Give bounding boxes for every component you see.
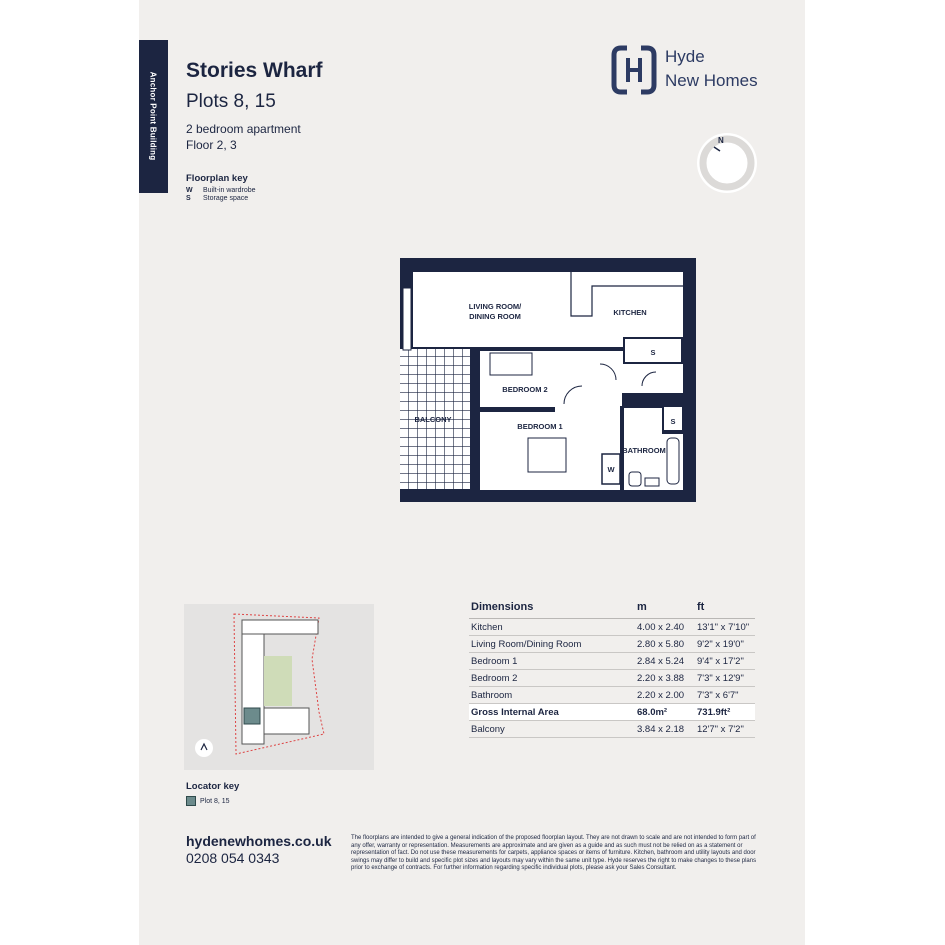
metric-value: 2.84 x 5.24 bbox=[635, 653, 695, 670]
highlighted-plot bbox=[244, 708, 260, 724]
dimensions-header-imperial: ft bbox=[695, 600, 755, 619]
metric-value: 68.0m² bbox=[635, 704, 695, 721]
storage-label: S bbox=[670, 417, 676, 426]
metric-value: 3.84 x 2.18 bbox=[635, 721, 695, 738]
plot-swatch bbox=[186, 796, 196, 806]
brochure-sheet bbox=[139, 0, 805, 945]
room-name: Bathroom bbox=[469, 687, 635, 704]
metric-value: 4.00 x 2.40 bbox=[635, 619, 695, 636]
plots-heading: Plots 8, 15 bbox=[186, 91, 276, 112]
building-tab bbox=[139, 40, 168, 193]
hyde-logo-icon bbox=[611, 44, 657, 96]
imperial-value: 12'7" x 7'2" bbox=[695, 721, 755, 738]
website-link[interactable]: hydenewhomes.co.uk bbox=[186, 833, 332, 849]
metric-value: 2.80 x 5.80 bbox=[635, 636, 695, 653]
locator-key-title: Locator key bbox=[186, 781, 240, 792]
phone-number[interactable]: 0208 054 0343 bbox=[186, 850, 280, 866]
table-row bbox=[469, 721, 755, 738]
disclaimer-text: The floorplans are intended to give a general indication of the proposed floorplan layout. They are not drawn to scale and are not intended to form part of any offer, warranty or representation. Measurements are approximate and are given as a guide and as such must not be relied on as a statement or representation of fact. Do not use these measurements for carpets, appliance spaces or items of furniture. Kitchen, bathroom and utility layouts and door swings may differ to build and specific plot sizes and layouts may vary within the same unit type. Hyde reserves the right to make changes to these plans prior to exchange of contracts. For further information regarding specific individual plots, please ask your Sales Consultant. bbox=[351, 835, 757, 872]
dimensions-header-metric: m bbox=[635, 600, 695, 619]
imperial-value: 9'4" x 17'2" bbox=[695, 653, 755, 670]
room-label-bathroom: BATHROOM bbox=[622, 446, 666, 455]
key-code: S bbox=[186, 195, 191, 202]
room-name: Bedroom 1 bbox=[469, 653, 635, 670]
room-label-living: LIVING ROOM/ bbox=[468, 302, 522, 311]
compass-north-label: N bbox=[718, 136, 724, 145]
floorplan-key-item bbox=[186, 195, 248, 202]
imperial-value: 9'2" x 19'0" bbox=[695, 636, 755, 653]
room-label-bedroom-1: BEDROOM 1 bbox=[517, 422, 563, 431]
building-tab-label: Anchor Point Building bbox=[148, 71, 158, 161]
hyde-logo bbox=[611, 44, 771, 96]
imperial-value: 731.9ft² bbox=[695, 704, 755, 721]
site-plan-drawing bbox=[184, 604, 374, 770]
imperial-value: 7'3" x 12'9" bbox=[695, 670, 755, 687]
table-row bbox=[469, 619, 755, 636]
metric-value: 2.20 x 3.88 bbox=[635, 670, 695, 687]
room-label-kitchen: KITCHEN bbox=[613, 308, 647, 317]
table-row bbox=[469, 636, 755, 653]
storage-label: S bbox=[650, 348, 656, 357]
room-name: Bedroom 2 bbox=[469, 670, 635, 687]
metric-value: 2.20 x 2.00 bbox=[635, 687, 695, 704]
room-name: Kitchen bbox=[469, 619, 635, 636]
imperial-value: 13'1" x 7'10" bbox=[695, 619, 755, 636]
table-row bbox=[469, 653, 755, 670]
room-label-bedroom-2: BEDROOM 2 bbox=[502, 385, 548, 394]
room-name: Gross Internal Area bbox=[469, 704, 635, 721]
room-label-dining: DINING ROOM bbox=[469, 312, 521, 321]
dimensions-header bbox=[469, 600, 755, 619]
floor-info: Floor 2, 3 bbox=[186, 138, 237, 152]
table-row bbox=[469, 670, 755, 687]
floorplan-key-item bbox=[186, 187, 256, 194]
room-label-balcony: BALCONY bbox=[414, 415, 452, 424]
dimensions-table bbox=[469, 600, 755, 738]
locator-key-label: Plot 8, 15 bbox=[200, 797, 230, 805]
imperial-value: 7'3" x 6'7" bbox=[695, 687, 755, 704]
locator-map bbox=[184, 604, 374, 770]
locator-key-item bbox=[186, 796, 230, 806]
room-name: Living Room/Dining Room bbox=[469, 636, 635, 653]
development-title: Stories Wharf bbox=[186, 59, 323, 82]
floorplan-drawing bbox=[400, 258, 696, 502]
table-row bbox=[469, 687, 755, 704]
dimensions-header-label: Dimensions bbox=[469, 600, 635, 619]
key-label: Storage space bbox=[203, 195, 249, 202]
logo-line-1: Hyde bbox=[665, 47, 705, 66]
floorplan-key-title: Floorplan key bbox=[186, 173, 248, 184]
logo-line-2: New Homes bbox=[665, 71, 758, 90]
gross-area-row bbox=[469, 704, 755, 721]
apartment-type: 2 bedroom apartment bbox=[186, 122, 301, 136]
room-name: Balcony bbox=[469, 721, 635, 738]
compass-icon bbox=[694, 130, 760, 196]
key-label: Built-in wardrobe bbox=[203, 187, 256, 194]
wardrobe-label: W bbox=[607, 465, 615, 474]
key-code: W bbox=[186, 187, 193, 194]
